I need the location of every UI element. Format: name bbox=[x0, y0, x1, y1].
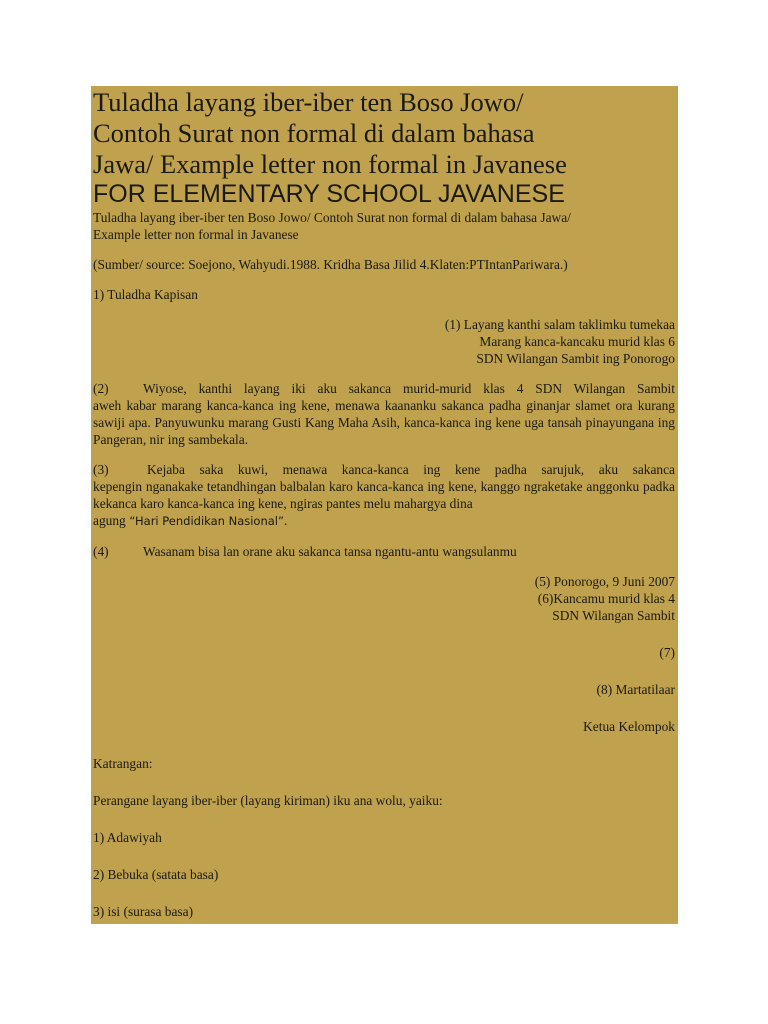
closing-line: SDN Wilangan Sambit bbox=[552, 608, 675, 623]
address-line: SDN Wilangan Sambit ing Ponorogo bbox=[476, 351, 675, 366]
paragraph-3-last-c: . bbox=[283, 513, 288, 528]
signature-number: (7) bbox=[659, 645, 675, 660]
address-block bbox=[93, 316, 675, 367]
subtitle-line: Tuladha layang iber-iber ten Boso Jowo/ Contoh Surat non formal di dalam bahasa Jawa/ bbox=[93, 210, 571, 225]
paragraph-3 bbox=[93, 461, 675, 530]
paragraph-3-rest: kepengin nganakake tetandhingan balbalan karo kanca-kanca ing kene, kanggo ngraketake anggonku padka kekanca karo kanca-kanca ing kene, ngiras pantes melu mahargya dina bbox=[93, 479, 675, 511]
paragraph-2-first-text: Wiyose, kanthi layang iki aku sakanca murid-murid klas 4 SDN Wilangan Sambit bbox=[143, 381, 675, 396]
document-title bbox=[93, 86, 675, 180]
title-sans-line: FOR ELEMENTARY SCHOOL JAVANESE bbox=[93, 180, 565, 208]
paragraph-4 bbox=[93, 543, 675, 560]
address-line: (1) Layang kanthi salam taklimku tumekaa bbox=[444, 317, 675, 332]
notes-item: 2) Bebuka (satata basa) bbox=[93, 867, 219, 882]
paragraph-3-last-b: “Hari Pendidikan Nasional” bbox=[125, 514, 284, 528]
notes-intro: Perangane layang iber-iber (layang kiriman) iku ana wolu, yaiku: bbox=[93, 793, 443, 808]
notes-item: 3) isi (surasa basa) bbox=[93, 904, 194, 919]
title-line: Jawa/ Example letter non formal in Javanese bbox=[93, 149, 567, 179]
signature-name: (8) Martatilaar bbox=[596, 682, 675, 697]
closing-line: (5) Ponorogo, 9 Juni 2007 bbox=[534, 574, 675, 589]
title-line: Contoh Surat non formal di dalam bahasa bbox=[93, 118, 535, 148]
paragraph-3-last-a: agung bbox=[93, 513, 126, 528]
title-line: Tuladha layang iber-iber ten Boso Jowo/ bbox=[93, 87, 524, 117]
paragraph-number: (2) bbox=[93, 381, 109, 396]
paragraph-3-first-text: Kejaba saka kuwi, menawa kanca-kanca ing kene padha sarujuk, aku sakanca bbox=[147, 462, 675, 477]
example-heading: 1) Tuladha Kapisan bbox=[93, 287, 198, 302]
paragraph-2-rest: aweh kabar marang kanca-kanca ing kene, menawa kaananku sakanca padha ginanjar slamet ora kurang sawiji apa. Panyuwunku marang Gusti Kang Maha Asih, kanca-kanca ing kene uga tansah pinayungana ing Pangeran, nir ing sambekala. bbox=[93, 398, 675, 447]
paragraph-number: (4) bbox=[93, 544, 109, 559]
notes-heading: Katrangan: bbox=[93, 756, 153, 771]
closing-block bbox=[93, 573, 675, 624]
paragraph-3-first-line bbox=[93, 461, 675, 478]
paragraph-number: (3) bbox=[93, 462, 109, 477]
document-page bbox=[91, 86, 678, 924]
closing-line: (6)Kancamu murid klas 4 bbox=[537, 591, 675, 606]
notes-item: 1) Adawiyah bbox=[93, 830, 162, 845]
address-line: Marang kanca-kancaku murid klas 6 bbox=[479, 334, 675, 349]
paragraph-2-first-line bbox=[93, 380, 675, 397]
subtitle-line: Example letter non formal in Javanese bbox=[93, 227, 299, 242]
paragraph-4-text: Wasanam bisa lan orane aku sakanca tansa ngantu-antu wangsulanmu bbox=[143, 544, 517, 559]
source-citation: (Sumber/ source: Soejono, Wahyudi.1988. Kridha Basa Jilid 4.Klaten:PTIntanPariwara.) bbox=[93, 257, 568, 272]
paragraph-3-last-line bbox=[93, 512, 675, 530]
subtitle bbox=[93, 209, 675, 243]
signature-role: Ketua Kelompok bbox=[583, 719, 675, 734]
document-body bbox=[91, 86, 678, 920]
paragraph-2 bbox=[93, 380, 675, 448]
